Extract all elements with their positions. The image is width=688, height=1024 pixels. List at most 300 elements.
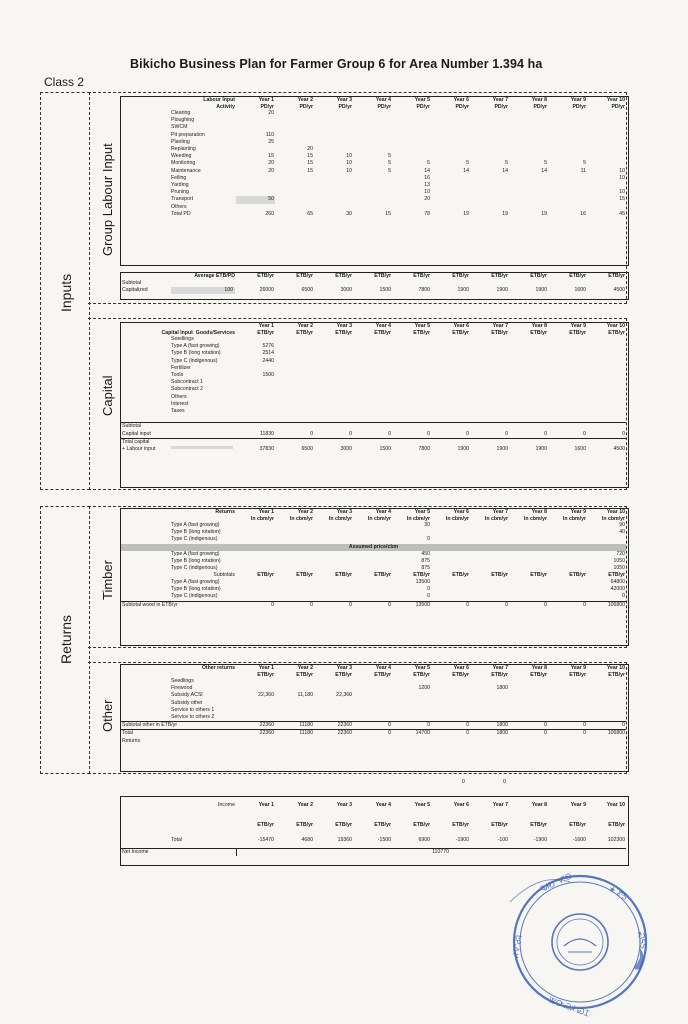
value-cell: 0: [353, 722, 392, 730]
year-header: Year 1: [258, 801, 274, 808]
value-cell: 6500: [301, 286, 313, 293]
plus-labour-text: + Labour input: [122, 446, 156, 453]
value-cell: [314, 372, 353, 379]
value-cell: [509, 379, 548, 386]
value-cell: [314, 182, 353, 189]
value-cell: 22360: [236, 722, 275, 730]
value-cell: [275, 579, 314, 586]
value-cell: 22,360: [258, 692, 274, 699]
table-row: [121, 386, 626, 393]
value-cell: 10: [424, 189, 430, 196]
row-label: Subcontract 1: [171, 379, 204, 386]
value-cell: [587, 714, 626, 722]
value-cell: [236, 386, 275, 393]
value-cell: [509, 365, 548, 372]
year-header: Year 2: [297, 509, 313, 515]
unit-cell: ETB/yr: [491, 671, 508, 678]
year-header: Year 5: [414, 323, 430, 329]
value-cell: [353, 196, 392, 203]
value-cell: [587, 401, 626, 408]
year-header: Year 4: [375, 97, 391, 103]
row-label: Total PD: [171, 210, 191, 217]
unit-cell: ETB/yr: [296, 572, 313, 579]
table-row: [121, 678, 626, 685]
unit-cell: ETB/yr: [452, 822, 469, 828]
value-cell: [548, 536, 587, 543]
value-cell: 0: [583, 430, 586, 437]
value-cell: 102300: [607, 836, 625, 843]
net-income-value: 110770: [236, 848, 509, 856]
value-cell: [353, 372, 392, 379]
value-cell: 0: [509, 722, 548, 730]
value-cell: [275, 139, 314, 146]
value-cell: 30: [424, 522, 430, 528]
value-cell: [509, 700, 548, 707]
value-cell: [431, 196, 470, 203]
timber-side-label: Timber: [100, 560, 115, 600]
value-cell: 3000: [340, 446, 352, 453]
table-row: [121, 379, 626, 386]
value-cell: [236, 685, 275, 692]
value-cell: 14: [541, 167, 547, 174]
unit-cell: ETB/yr: [413, 572, 430, 579]
value-cell: 10: [346, 160, 352, 167]
value-cell: [353, 365, 392, 372]
table-row: [121, 336, 626, 343]
value-cell: [587, 343, 626, 350]
value-cell: [509, 182, 548, 189]
value-cell: [470, 110, 509, 117]
value-cell: 11: [580, 167, 586, 174]
value-cell: [275, 132, 314, 139]
income-spacer: [121, 829, 626, 837]
value-cell: [470, 536, 509, 543]
value-cell: [509, 204, 548, 211]
value-cell: [353, 678, 392, 685]
value-cell: 875: [421, 565, 430, 572]
value-cell: [236, 146, 275, 153]
value-cell: 1500: [379, 286, 391, 293]
unit-cell: ETB/yr: [413, 329, 430, 336]
row-label: Ploughing: [171, 117, 195, 124]
value-cell: [431, 139, 470, 146]
row-label: Felling: [171, 174, 187, 181]
value-cell: [353, 714, 392, 722]
value-cell: 20: [268, 167, 274, 174]
row-label: Type B (long rotation): [171, 350, 221, 357]
value-cell: 0: [431, 722, 470, 730]
value-cell: [548, 685, 587, 692]
row-label: Fertilizer: [171, 364, 191, 371]
timber-table: [121, 509, 626, 609]
value-cell: [353, 110, 392, 117]
returns-side-label: Returns: [58, 614, 74, 664]
value-cell: 0: [622, 430, 625, 437]
table-row: [121, 146, 626, 153]
value-cell: [353, 394, 392, 401]
value-cell: [353, 565, 392, 572]
value-cell: 5: [505, 160, 508, 167]
value-cell: [470, 379, 509, 386]
unit-cell: ETB/yr: [335, 822, 352, 828]
value-cell: [236, 579, 275, 586]
total-capital-values-row: [121, 446, 626, 453]
value-cell: [353, 204, 392, 211]
value-cell: [314, 551, 353, 558]
value-cell: [548, 146, 587, 153]
value-cell: [470, 707, 509, 714]
unit-cell: ETB/yr: [257, 273, 274, 279]
value-cell: [509, 565, 548, 572]
value-cell: [587, 124, 626, 131]
value-cell: 0: [427, 536, 430, 543]
row-label: Monitoring: [171, 160, 196, 167]
year-header: Year 2: [297, 665, 313, 671]
unit-cell: ETB/yr: [257, 671, 274, 678]
year-header: Year 8: [531, 323, 547, 329]
value-cell: 13500: [415, 578, 430, 585]
value-cell: 10: [619, 189, 625, 196]
row-label: Others: [171, 203, 187, 210]
capital-table: [121, 323, 626, 453]
unit-cell: PD/yr: [533, 103, 547, 110]
value-cell: 64800: [610, 578, 625, 585]
value-cell: [548, 394, 587, 401]
value-cell: [392, 358, 431, 365]
value-cell: [548, 386, 587, 393]
row-label: Type A (fast growing): [171, 522, 220, 528]
value-cell: [548, 551, 587, 558]
value-cell: [470, 146, 509, 153]
svg-text:ᏗᏉᏧᎸ: ᏗᏉᏧᎸ: [511, 934, 524, 959]
value-cell: [470, 182, 509, 189]
value-cell: [392, 343, 431, 350]
row-label: Pit preparation: [171, 131, 205, 138]
value-cell: 40: [619, 529, 625, 536]
value-cell: 14: [502, 167, 508, 174]
value-cell: -1900: [533, 836, 547, 843]
value-cell: [314, 132, 353, 139]
value-cell: [314, 579, 353, 586]
subtotal-label: Subtotal: [122, 279, 142, 286]
value-cell: 1200: [418, 685, 430, 692]
value-cell: [314, 394, 353, 401]
value-cell: [509, 394, 548, 401]
document-title: Bikicho Business Plan for Farmer Group 6 for Area Number 1.394 ha: [130, 57, 543, 71]
value-cell: [275, 586, 314, 593]
value-cell: [314, 536, 353, 543]
value-cell: [392, 394, 431, 401]
value-cell: -1500: [377, 836, 391, 843]
value-cell: [431, 408, 470, 415]
unit-cell: ETB/yr: [374, 822, 391, 828]
value-cell: [509, 139, 548, 146]
value-cell: 15: [619, 196, 625, 203]
row-label: Seedlings: [171, 336, 194, 342]
value-cell: 22,360: [336, 692, 352, 699]
year-header: Year 8: [531, 801, 547, 808]
value-cell: [353, 685, 392, 692]
value-cell: [548, 372, 587, 379]
unit-cell: ETB/yr: [257, 822, 274, 828]
value-cell: [392, 379, 431, 386]
value-cell: 0: [310, 430, 313, 437]
value-cell: 4500: [613, 446, 625, 453]
unit-cell: ETB/yr: [530, 273, 547, 279]
year-header: Year 4: [375, 665, 391, 671]
value-cell: [236, 124, 275, 131]
year-header: Year 9: [570, 801, 586, 808]
value-cell: [314, 678, 353, 685]
unit-cell: PD/yr: [611, 103, 625, 110]
value-cell: 0: [466, 430, 469, 437]
value-cell: [392, 365, 431, 372]
year-header: Year 7: [492, 97, 508, 103]
value-cell: [587, 372, 626, 379]
table-row: [121, 707, 626, 714]
value-cell: 0: [353, 730, 392, 738]
value-cell: 0: [427, 586, 430, 593]
labour-input-label: Labour Input: [203, 97, 235, 103]
table-row: [121, 182, 626, 189]
value-cell: [431, 394, 470, 401]
value-cell: [314, 401, 353, 408]
value-cell: [275, 110, 314, 117]
value-cell: 22360: [236, 730, 275, 738]
value-cell: [587, 692, 626, 699]
value-cell: [392, 401, 431, 408]
value-cell: [509, 593, 548, 601]
row-label: Service to others 2: [171, 714, 215, 721]
value-cell: [509, 372, 548, 379]
value-cell: [548, 586, 587, 593]
year-header: Year 3: [336, 97, 352, 103]
value-cell: [509, 189, 548, 196]
value-cell: [314, 386, 353, 393]
activity-label: Activity: [216, 103, 235, 110]
value-cell: [509, 586, 548, 593]
value-cell: [509, 529, 548, 536]
value-cell: [314, 593, 353, 601]
total-capital-row: [121, 438, 626, 446]
value-cell: [236, 529, 275, 536]
value-cell: 0: [548, 601, 587, 609]
value-cell: -1900: [455, 836, 469, 843]
value-cell: [353, 146, 392, 153]
value-cell: [236, 551, 275, 558]
value-cell: 20: [268, 110, 274, 116]
unit-cell: ETB/yr: [569, 572, 586, 579]
year-header: Year 6: [453, 323, 469, 329]
value-cell: 16: [424, 174, 430, 181]
year-header: Year 10: [606, 665, 625, 671]
value-cell: [509, 551, 548, 558]
value-cell: [470, 336, 509, 343]
value-cell: [275, 714, 314, 722]
value-cell: [275, 408, 314, 415]
svg-text:★ ᏑᎦ: ★ ᏑᎦ: [607, 883, 630, 902]
unit-cell: ETB/yr: [491, 822, 508, 828]
value-cell: [587, 146, 626, 153]
value-cell: 15: [268, 153, 274, 160]
year-header: Year 5: [414, 97, 430, 103]
value-cell: 2514: [262, 350, 274, 357]
value-cell: 0: [236, 601, 275, 609]
row-label: Firewood: [171, 685, 193, 692]
value-cell: [587, 707, 626, 714]
unit-cell: ETB/yr: [530, 329, 547, 336]
year-header: Year 6: [453, 665, 469, 671]
value-cell: [470, 565, 509, 572]
value-cell: [275, 189, 314, 196]
unit-cell: ETB/yr: [569, 329, 586, 336]
row-label: Type C (indigenous): [171, 565, 218, 572]
value-cell: [431, 379, 470, 386]
value-cell: 0: [388, 430, 391, 437]
unit-cell: ETB/yr: [608, 273, 625, 279]
value-cell: [236, 593, 275, 601]
value-cell: [470, 386, 509, 393]
value-cell: [275, 536, 314, 543]
price-band-row: [121, 544, 626, 551]
value-cell: [431, 343, 470, 350]
table-row: [121, 139, 626, 146]
capital-subtotal-row: [121, 423, 626, 431]
value-cell: 1900: [457, 446, 469, 453]
value-cell: [509, 401, 548, 408]
value-cell: [392, 124, 431, 131]
value-cell: [587, 408, 626, 415]
unit-cell: ETB/yr: [491, 329, 508, 336]
value-cell: [314, 408, 353, 415]
value-cell: 1900: [496, 446, 508, 453]
value-cell: [353, 117, 392, 124]
value-cell: [431, 372, 470, 379]
unit-cell: ETB/yr: [413, 671, 430, 678]
value-cell: [470, 124, 509, 131]
value-cell: [470, 175, 509, 182]
value-cell: 90: [619, 522, 625, 528]
value-cell: [509, 343, 548, 350]
value-cell: 37830: [259, 446, 274, 453]
value-cell: [431, 692, 470, 699]
value-cell: 0: [548, 722, 587, 730]
value-cell: 450: [421, 550, 430, 557]
value-cell: [314, 685, 353, 692]
capitalized-label: [121, 287, 236, 294]
unit-cell: ETB/yr: [296, 671, 313, 678]
value-cell: [509, 685, 548, 692]
value-cell: [392, 204, 431, 211]
value-cell: 1900: [457, 286, 469, 293]
value-cell: 260: [265, 210, 274, 217]
value-cell: [275, 678, 314, 685]
table-row: [121, 153, 626, 160]
year-header: Year 10: [606, 801, 625, 808]
value-cell: 19: [463, 210, 469, 217]
other-subtotal-row: [121, 722, 626, 730]
year-header: Year 2: [297, 97, 313, 103]
capitalized-text: Capitalized: [122, 286, 148, 293]
year-header: Year 1: [258, 509, 274, 515]
value-cell: 14700: [392, 730, 431, 738]
row-label: Type A (fast growing): [171, 578, 220, 585]
table-row: [121, 586, 626, 593]
value-cell: [509, 358, 548, 365]
value-cell: 19: [502, 210, 508, 217]
value-cell: [509, 558, 548, 565]
assumed-price-band: Assumed price/cbm: [121, 544, 626, 551]
table-row: [121, 529, 626, 536]
table-row: [121, 160, 626, 167]
value-cell: [392, 408, 431, 415]
value-cell: [353, 529, 392, 536]
value-cell: [431, 700, 470, 707]
value-cell: [236, 204, 275, 211]
unit-cell: ETB/yr: [608, 329, 625, 336]
value-cell: [548, 692, 587, 699]
value-cell: 1600: [574, 446, 586, 453]
value-cell: [392, 132, 431, 139]
value-cell: 7800: [418, 446, 430, 453]
table-row: [121, 124, 626, 131]
value-cell: 10: [619, 174, 625, 181]
row-label: Type B (long rotation): [171, 558, 221, 565]
value-cell: [587, 160, 626, 167]
class-label: Class 2: [44, 75, 85, 89]
value-cell: [236, 379, 275, 386]
table-row: [121, 196, 626, 203]
value-cell: [314, 343, 353, 350]
subtotal-wood-label: Subtotal wood in ETB/yr: [121, 601, 236, 609]
value-cell: 22360: [314, 730, 353, 738]
value-cell: [353, 139, 392, 146]
value-cell: 19: [541, 210, 547, 217]
value-cell: [353, 401, 392, 408]
value-cell: [431, 365, 470, 372]
timber-subtotal-row: [121, 601, 626, 609]
value-cell: [431, 678, 470, 685]
value-cell: [275, 401, 314, 408]
value-cell: [470, 586, 509, 593]
total-returns-label-row: [121, 738, 626, 745]
value-cell: [587, 204, 626, 211]
value-cell: 78: [424, 210, 430, 217]
value-cell: [470, 558, 509, 565]
unit-cell: ETB/yr: [530, 671, 547, 678]
value-cell: [353, 536, 392, 543]
value-cell: [314, 379, 353, 386]
value-cell: [587, 182, 626, 189]
value-cell: [275, 551, 314, 558]
unit-cell: PD/yr: [299, 103, 313, 110]
value-cell: 0: [622, 593, 625, 600]
value-cell: 1800: [470, 730, 509, 738]
value-cell: 4500: [613, 286, 625, 293]
unit-cell: PD/yr: [338, 103, 352, 110]
value-cell: [275, 365, 314, 372]
goods-text: Goods/Services: [195, 329, 235, 336]
value-cell: [431, 522, 470, 529]
value-cell: [470, 522, 509, 529]
year-header: Year 7: [492, 665, 508, 671]
value-cell: [392, 714, 431, 722]
value-cell: [470, 196, 509, 203]
year-header: Year 5: [414, 801, 430, 808]
value-cell: [548, 365, 587, 372]
income-label: Income: [217, 801, 235, 808]
capital-spacer-row: [121, 415, 626, 423]
